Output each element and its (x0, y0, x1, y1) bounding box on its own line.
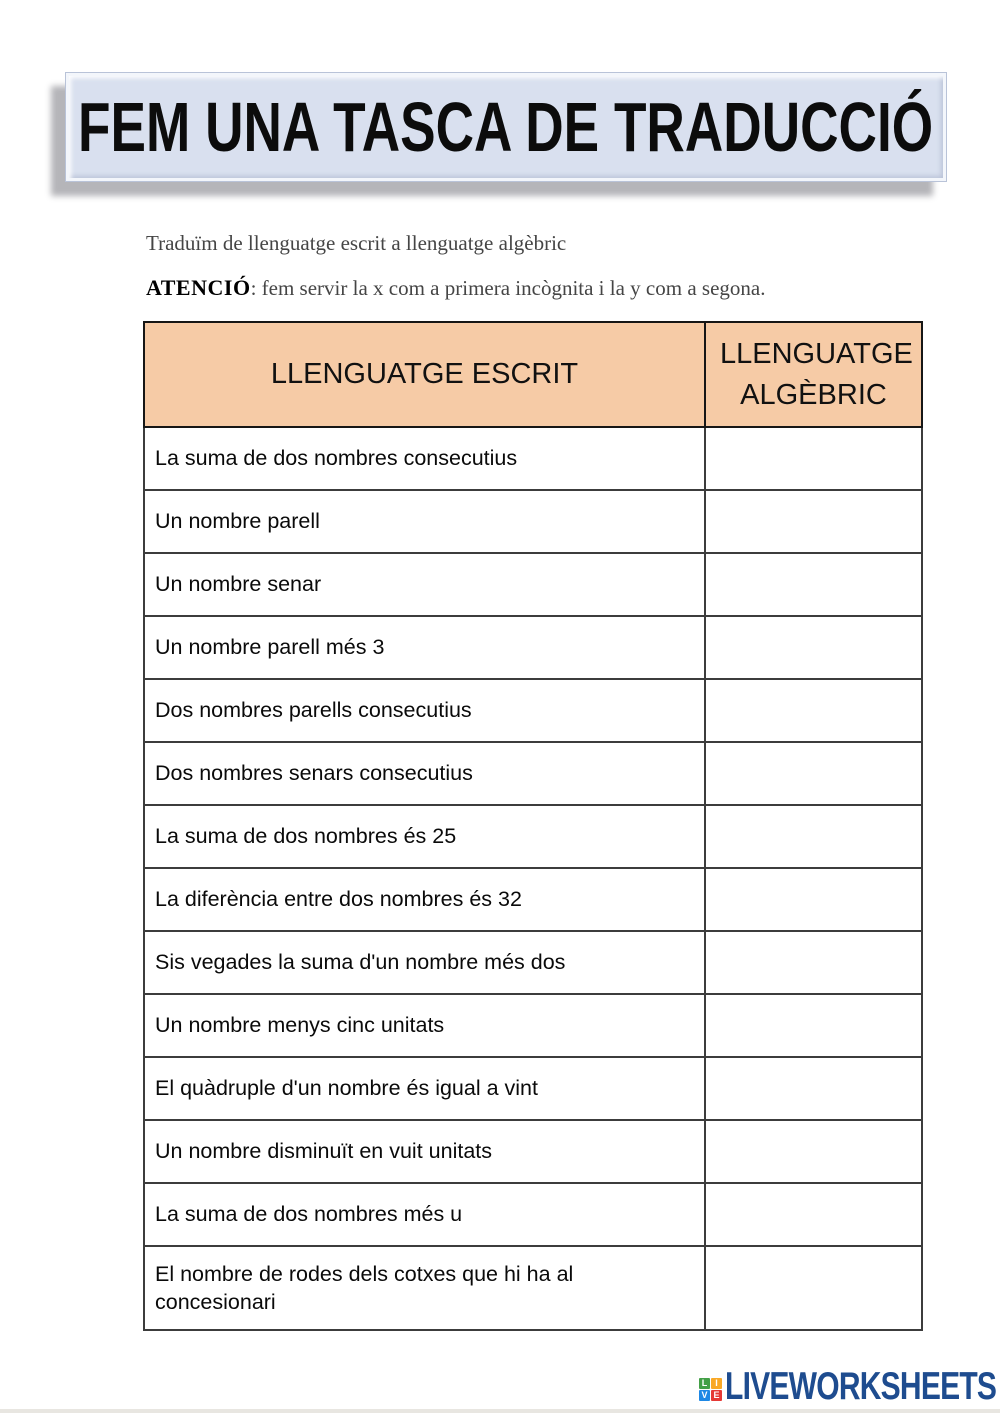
written-language-cell: La diferència entre dos nombres és 32 (144, 868, 705, 931)
table-header-row (144, 322, 922, 427)
column-header-written-language: LLENGUATGE ESCRIT (144, 322, 705, 427)
written-language-cell: La suma de dos nombres és 25 (144, 805, 705, 868)
written-language-cell: Un nombre senar (144, 553, 705, 616)
table-row (144, 805, 922, 868)
answer-cell[interactable] (705, 1120, 922, 1183)
intro-text: Traduïm de llenguatge escrit a llenguatge algèbric (146, 231, 567, 255)
written-language-cell: Un nombre parell més 3 (144, 616, 705, 679)
table-row (144, 427, 922, 490)
written-language-cell: La suma de dos nombres més u (144, 1183, 705, 1246)
table-row (144, 994, 922, 1057)
logo-tile-e: E (711, 1390, 722, 1401)
answer-cell[interactable] (705, 742, 922, 805)
table-row (144, 679, 922, 742)
page-title: FEM UNA TASCA DE TRADUCCIÓ (78, 88, 934, 166)
table-row (144, 616, 922, 679)
logo-tile-i: I (711, 1378, 722, 1389)
written-language-cell: Un nombre disminuït en vuit unitats (144, 1120, 705, 1183)
answer-cell[interactable] (705, 679, 922, 742)
written-language-cell: El quàdruple d'un nombre és igual a vint (144, 1057, 705, 1120)
logo-tile-l: L (699, 1378, 710, 1389)
written-language-cell: Sis vegades la suma d'un nombre més dos (144, 931, 705, 994)
attention-label: ATENCIÓ (146, 275, 251, 300)
written-language-cell: La suma de dos nombres consecutius (144, 427, 705, 490)
table-row (144, 742, 922, 805)
written-language-cell: Dos nombres parells consecutius (144, 679, 705, 742)
answer-cell[interactable] (705, 427, 922, 490)
answer-cell[interactable] (705, 931, 922, 994)
table-row (144, 490, 922, 553)
table-row (144, 931, 922, 994)
table-row (144, 553, 922, 616)
written-language-cell: Dos nombres senars consecutius (144, 742, 705, 805)
liveworksheets-grid-icon (699, 1378, 722, 1401)
intro-line-2 (146, 275, 765, 301)
liveworksheets-logo[interactable] (699, 1367, 1000, 1407)
table-row (144, 1057, 922, 1120)
column-header-algebraic-language: LLENGUATGE ALGÈBRIC (705, 322, 922, 427)
table-row (144, 1183, 922, 1246)
answer-cell[interactable] (705, 553, 922, 616)
answer-cell[interactable] (705, 1057, 922, 1120)
table-row (144, 868, 922, 931)
answer-cell[interactable] (705, 1246, 922, 1330)
liveworksheets-wordmark: LIVEWORKSHEETS (725, 1365, 997, 1408)
intro-line-1 (146, 231, 566, 256)
page-edge-divider (0, 1409, 1000, 1413)
table-row (144, 1120, 922, 1183)
title-banner (65, 72, 947, 182)
written-language-cell: Un nombre parell (144, 490, 705, 553)
answer-cell[interactable] (705, 805, 922, 868)
answer-cell[interactable] (705, 994, 922, 1057)
written-language-cell: El nombre de rodes dels cotxes que hi ha al concesionari (144, 1246, 705, 1330)
answer-cell[interactable] (705, 616, 922, 679)
written-language-cell: Un nombre menys cinc unitats (144, 994, 705, 1057)
answer-cell[interactable] (705, 868, 922, 931)
logo-tile-v: V (699, 1390, 710, 1401)
answer-cell[interactable] (705, 1183, 922, 1246)
table-row (144, 1246, 922, 1330)
answer-cell[interactable] (705, 490, 922, 553)
attention-text: : fem servir la x com a primera incògnita i la y com a segona. (250, 276, 766, 300)
translation-table (143, 321, 923, 1331)
